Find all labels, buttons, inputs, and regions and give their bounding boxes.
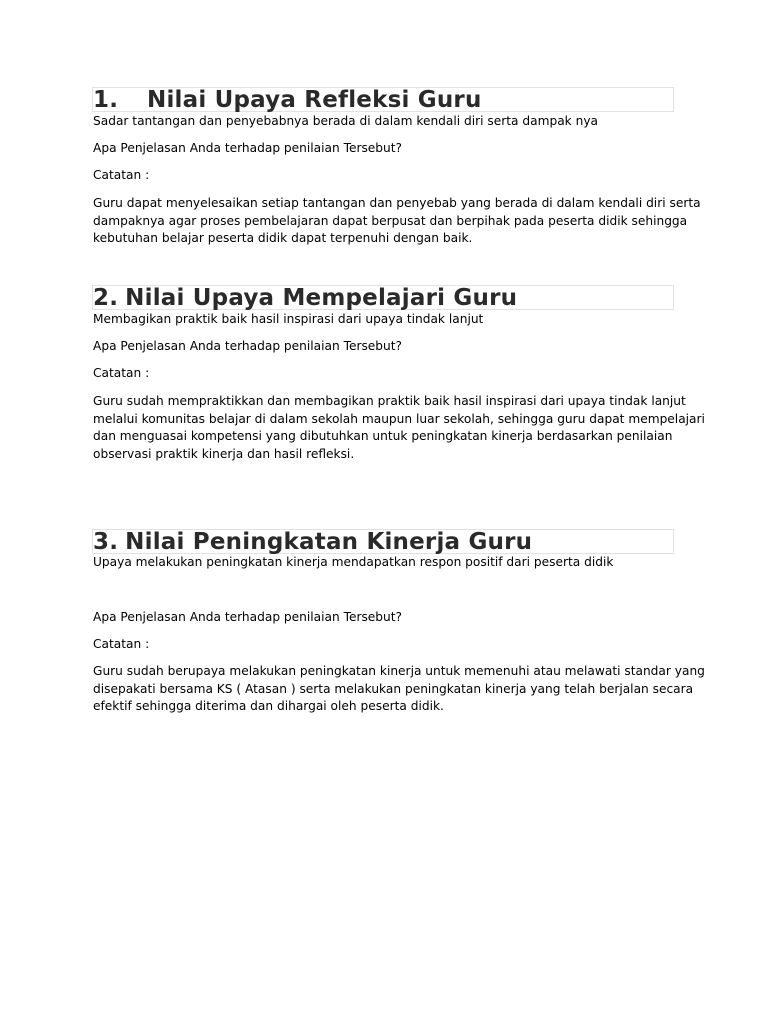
section-1-number: 1. — [93, 87, 119, 113]
section-2-note-body — [93, 393, 705, 463]
section-1-note-line: Guru dapat menyelesaikan setiap tantangan dan penyebab yang berada di dalam kendali diri serta — [93, 196, 701, 210]
section-2-note-line: Guru sudah mempraktikkan dan membagikan praktik baik hasil inspirasi dari upaya tindak lanjut — [93, 394, 686, 408]
section-3-note-line: efektif sehingga diterima dan dihargai oleh peserta didik. — [93, 699, 444, 714]
section-3-note-label: Catatan : — [93, 637, 150, 651]
section-3-number: 3. — [93, 529, 119, 555]
section-2-question: Apa Penjelasan Anda terhadap penilaian Tersebut? — [93, 339, 403, 353]
section-1-note-body — [93, 195, 701, 248]
section-3-subtitle: Upaya melakukan peningkatan kinerja mendapatkan respon positif dari peserta didik — [93, 555, 614, 569]
section-3-note-body — [93, 663, 705, 716]
section-1-title: Nilai Upaya Refleksi Guru — [147, 87, 482, 113]
section-2-note-label: Catatan : — [93, 366, 150, 380]
section-3-note-line: disepakati bersama KS ( Atasan ) serta melakukan peningkatan kinerja yang telah berjalan secara — [93, 681, 694, 696]
section-2-title: Nilai Upaya Mempelajari Guru — [125, 285, 518, 311]
section-3-heading — [93, 529, 532, 555]
section-3-title: Nilai Peningkatan Kinerja Guru — [125, 529, 533, 555]
section-1-note-line: dampaknya agar proses pembelajaran dapat berpusat dan berpihak pada peserta didik sehingga — [93, 213, 688, 228]
section-2-subtitle: Membagikan praktik baik hasil inspirasi dari upaya tindak lanjut — [93, 312, 484, 326]
section-1-subtitle: Sadar tantangan dan penyebabnya berada di dalam kendali diri serta dampak nya — [93, 114, 599, 128]
section-3-note-line: Guru sudah berupaya melakukan peningkatan kinerja untuk memenuhi atau melawati standar yang — [93, 664, 705, 678]
section-1-question: Apa Penjelasan Anda terhadap penilaian Tersebut? — [93, 141, 403, 155]
section-1-heading — [93, 87, 482, 113]
section-1-note-line: kebutuhan belajar peserta didik dapat terpenuhi dengan baik. — [93, 231, 473, 246]
section-2-heading — [93, 285, 517, 311]
section-2-note-line: observasi praktik kinerja dan hasil refleksi. — [93, 446, 355, 461]
section-2-note-line: melalui komunitas belajar di dalam sekolah maupun luar sekolah, sehingga guru dapat mempelajari — [93, 411, 705, 426]
section-2-number: 2. — [93, 285, 119, 311]
section-1-note-label: Catatan : — [93, 168, 150, 182]
section-2-note-line: dan menguasai kompetensi yang dibutuhkan untuk peningkatan kinerja berdasarkan penilaian — [93, 429, 673, 444]
section-3-question: Apa Penjelasan Anda terhadap penilaian Tersebut? — [93, 610, 403, 624]
